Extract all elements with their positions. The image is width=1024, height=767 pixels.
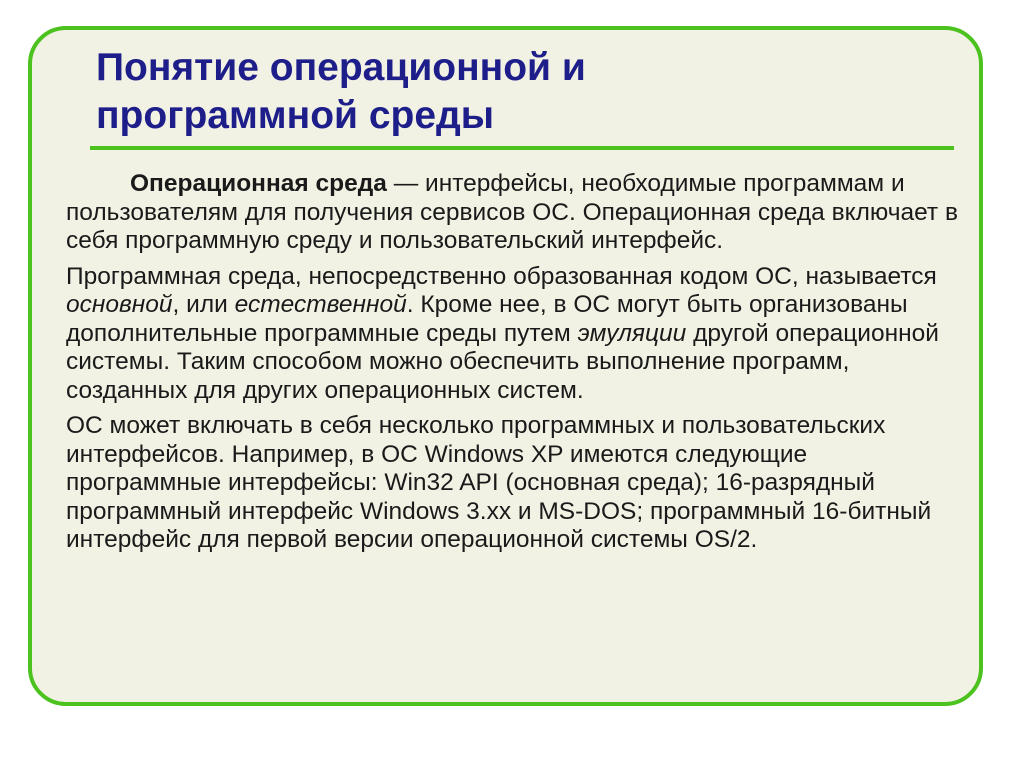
title-underline <box>90 146 954 150</box>
paragraph-interfaces <box>66 412 966 555</box>
title-line-1: Понятие операционной и <box>96 46 586 89</box>
slide-title <box>96 44 916 140</box>
term-natural: естественной <box>234 291 407 318</box>
title-line-2: программной среды <box>96 94 495 137</box>
paragraph-text: другой операционной системы. Таким способом можно обеспечить выполнение программ, созданных для других операционных систем. <box>66 319 939 404</box>
paragraph-text: ОС может включать в себя несколько программных и пользовательских интерфейсов. Например, в ОС Windows XP имеются следующие программные интерфейсы: Win32 API (основная среда); 16-разрядный программный интерфейс Windows 3.xx и MS-DOS; программный 16-битный интерфейс для первой версии операционной системы OS/2. <box>66 412 932 553</box>
paragraph-text: — интерфейсы, необходимые программам и пользователям для получения сервисов ОС. Операционная среда включает в себя программную среду и пользовательский интерфейс. <box>66 170 958 254</box>
paragraph-text: , или <box>172 291 235 318</box>
paragraph-text: . Кроме нее, в ОС могут быть организованы дополнительные программные среды путем <box>66 291 908 347</box>
paragraph-text: Программная среда, непосредственно образованная кодом ОС, называется <box>66 262 937 290</box>
slide-body <box>66 170 966 562</box>
term-basic: основной <box>66 291 173 318</box>
term-operating-environment: Операционная среда <box>130 170 387 197</box>
paragraph-program-environment <box>66 263 966 406</box>
paragraph-operating-environment <box>66 170 966 256</box>
term-emulation: эмуляции <box>577 319 687 347</box>
